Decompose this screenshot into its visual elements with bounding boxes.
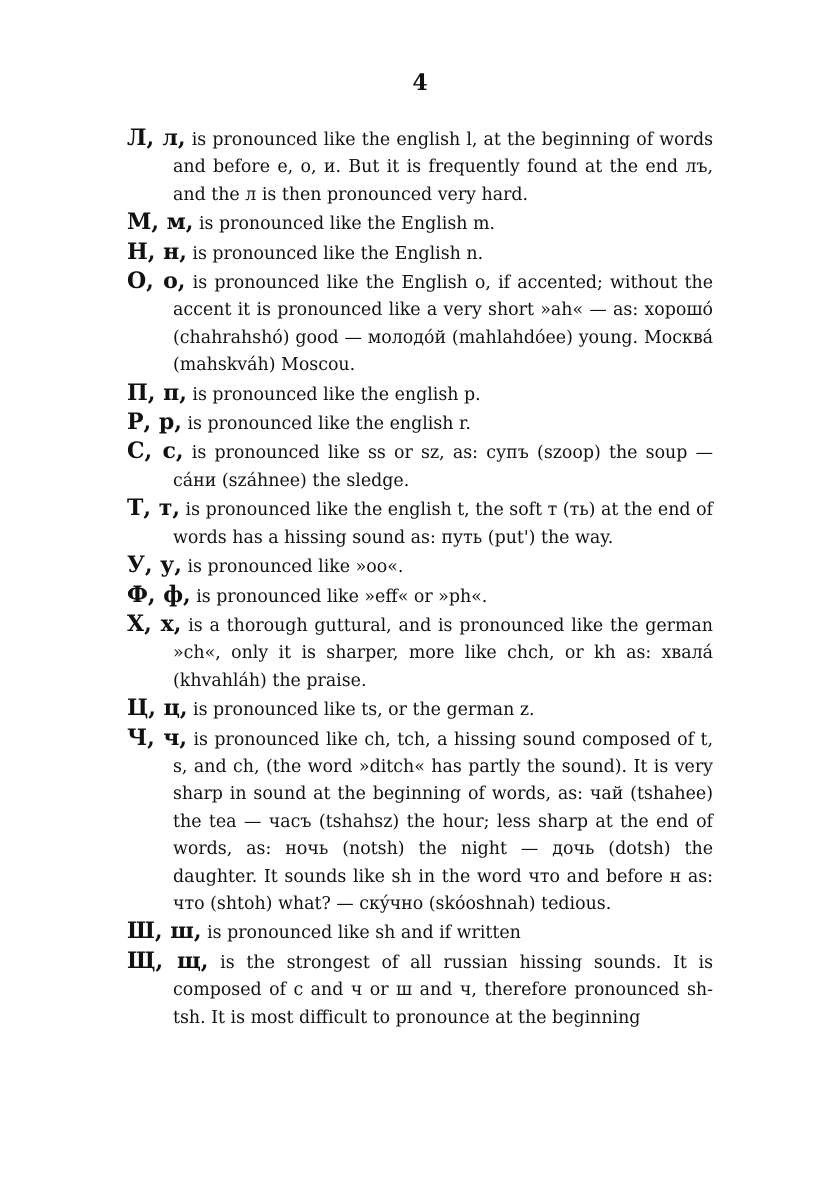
entry-description: is pronounced like ss or sz, as: супъ (szoop) the soup — сáни (száhnee) the sledge. [173, 443, 713, 491]
letter-heading: О, о, [127, 268, 186, 295]
entry-description: is pronounced like the english r. [187, 414, 471, 435]
letter-entry [127, 125, 713, 209]
letter-entry [127, 918, 713, 947]
letter-entry [127, 495, 713, 552]
letter-entry [127, 409, 713, 438]
entry-description: is a thorough guttural, and is pronounced like the german »ch«, only it is sharper, more like chch, or kh as: хвалá (khvahláh) the praise. [173, 615, 714, 691]
letter-heading: Р, р, [127, 409, 182, 436]
page-number: 4 [412, 70, 428, 96]
letter-entry [127, 695, 713, 724]
letter-entry [127, 268, 713, 380]
letter-entry [127, 239, 713, 268]
pronunciation-list [127, 125, 713, 1032]
letter-entry [127, 552, 713, 581]
entry-description: is the strongest of all russian hissing sounds. It is composed of с and ч or ш and ч, therefore pronounced sh-tsh. It is most difficult to pronounce at the beginning [173, 952, 714, 1028]
entry-description: is pronounced like the english p. [192, 384, 481, 405]
letter-heading: Н, н, [127, 238, 187, 265]
letter-entry [127, 582, 713, 611]
entry-description: is pronounced like the english t, the soft т (ть) at the end of words has a hissing sound as: путь (put') the way. [173, 500, 713, 548]
entry-description: is pronounced like the english l, at the beginning of words and before е, о, и. But it is frequently found at the end лъ, and the л is then pronounced very hard. [173, 130, 713, 205]
entry-description: is pronounced like the English n. [192, 243, 484, 264]
letter-heading: С, с, [127, 438, 184, 465]
entry-description: is pronounced like ch, tch, a hissing sound composed of t, s, and ch, (the word »ditch« has partly the sound). It is very sharp in sound at the beginning of words, as: чай (tshahee) the tea — часъ (tshahsz) the hour; less sharp at the end of words, as: ночь (notsh) the night — дочь (dotsh) the daughter. It sounds like sh in the word что and before н as: что (shtoh) what? — скýчно (skóoshnah) tedious. [173, 729, 714, 914]
letter-entry [127, 380, 713, 409]
letter-entry [127, 948, 713, 1032]
letter-heading: Л, л, [127, 125, 186, 151]
entry-description: is pronounced like the English o, if accented; without the accent it is pronounced like a very short »ah« — as: хорошó (chahrahshó) good — молодóй (mahlahdóee) young. Москвá (mahskváh) Moscou. [173, 273, 713, 376]
letter-heading: У, у, [127, 552, 182, 579]
letter-heading: Ф, ф, [127, 581, 191, 608]
entry-description: is pronounced like the English m. [198, 214, 495, 235]
letter-entry [127, 438, 713, 495]
letter-entry [127, 725, 713, 919]
letter-entry [127, 209, 713, 238]
entry-description: is pronounced like »eff« or »ph«. [196, 586, 488, 607]
letter-entry [127, 611, 713, 695]
letter-heading: Ц, ц, [127, 695, 188, 722]
letter-heading: Х, х, [127, 610, 182, 637]
letter-heading: Щ, щ, [127, 947, 209, 974]
entry-description: is pronounced like ts, or the german z. [193, 700, 535, 721]
letter-heading: Т, т, [127, 495, 180, 522]
entry-description: is pronounced like sh and if written [207, 923, 521, 944]
letter-heading: П, п, [127, 379, 187, 406]
letter-heading: Ч, ч, [127, 724, 188, 751]
entry-description: is pronounced like »oo«. [187, 557, 404, 578]
letter-heading: Ш, ш, [127, 918, 202, 945]
letter-heading: М, м, [127, 209, 194, 236]
